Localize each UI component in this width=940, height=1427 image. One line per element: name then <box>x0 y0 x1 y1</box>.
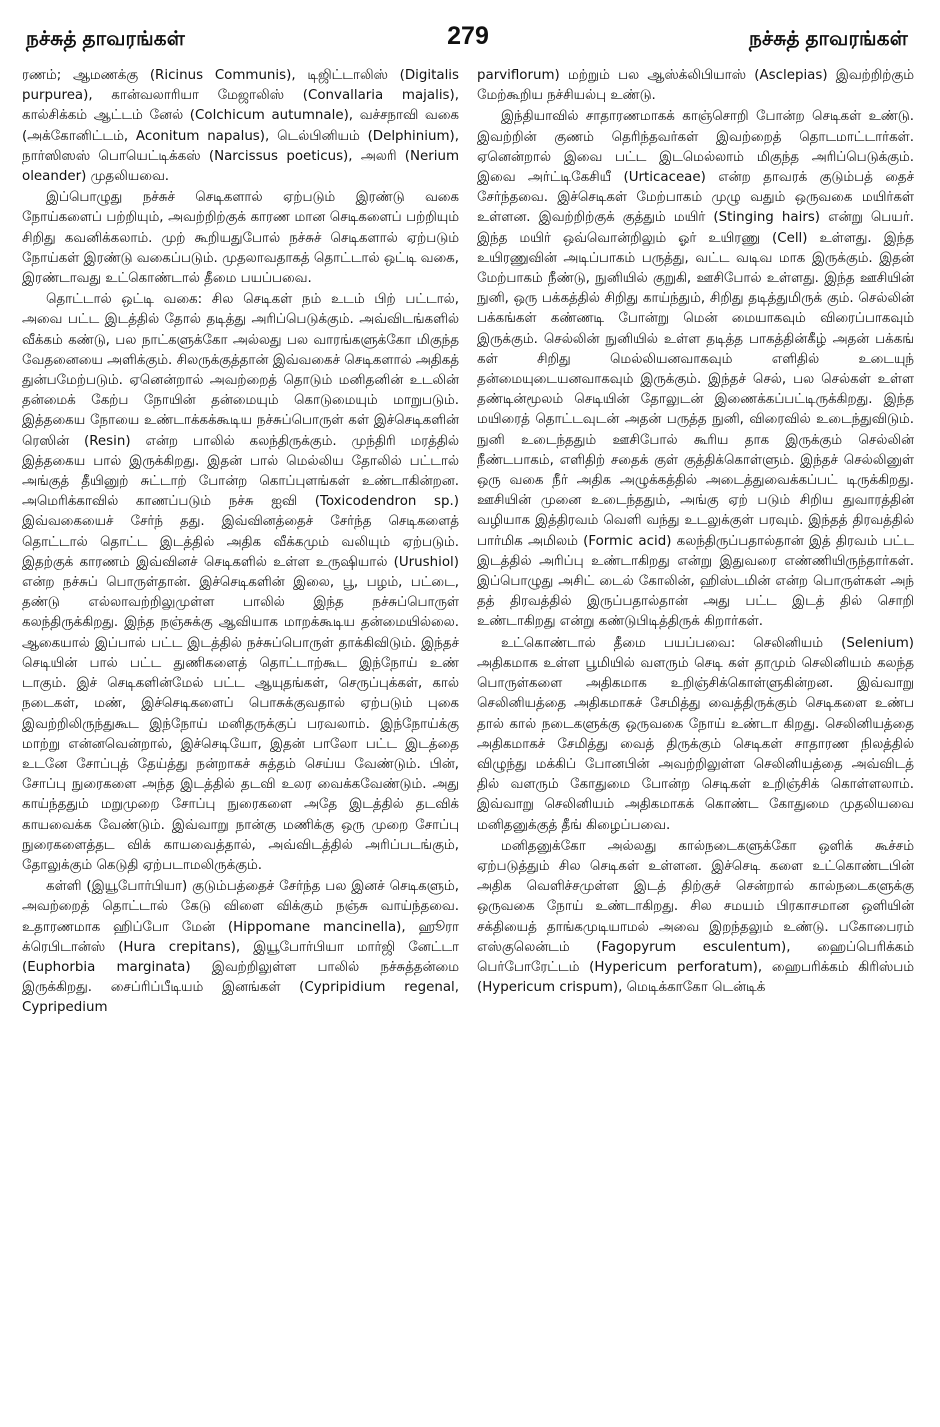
text-columns <box>22 66 914 1405</box>
paragraph: உட்கொண்டால் தீமை பயப்பவை: செலினியம் (Selenium) அதிகமாக உள்ள பூமியில் வளரும் செடி கள் தாமும் செலினியம் கலந்த பொருள்களை அதிகமாக உறிஞ்சிக்கொள்ளுகின்றன. இவ்வாறு செலினியத்தை அதிகமாகச் சேமித்து வைத்திருக்கும் செடிகளை உண்ப தால் கால் நடைகளுக்கு ஒருவகை நோய் உண்டா கிறது. செலினியத்தை அதிகமாகச் சேமித்து வைத் திருக்கும் செடிகள் சாதாரண நிலத்தில் விழுந்து மக்கிப் போனபின் அவற்றிலுள்ள செலினியத்தை அவ்விடத் தில் வளரும் கோதுமை போன்ற செடிகள் உறிஞ்சிக் கொள்ளலாம். இவ்வாறு செலினியம் அதிகமாகக் கொண்ட கோதுமை முதலியவை மனிதனுக்குத் தீங் கிழைப்பவை. <box>477 635 914 833</box>
paragraph: parviflorum) மற்றும் பல ஆஸ்க்லிபியாஸ் (Asclepias) இவற்றிற்கும் மேற்கூறிய நச்சியல்பு உண்டு. <box>477 68 914 104</box>
page-number: 279 <box>447 22 489 50</box>
left-column <box>22 66 459 1405</box>
paragraph: இந்தியாவில் சாதாரணமாகக் காஞ்சொறி போன்ற செடிகள் உண்டு. இவற்றின் குணம் தெரிந்தவர்கள் இவற்றைத் தொடமாட்டார்கள். ஏனென்றால் இவை பட்ட இடமெல்லாம் மிகுந்த அரிப்பெடுக்கும். இவை அர்ட்டிகேசியீ (Urticaceae) என்ற தாவரக் குடும்பத் தைச் சேர்ந்தவை. இச்செடிகள் மேற்பாகம் முழு வதும் ஒருவகை மயிர்கள் உள்ளன. இவற்றிற்குக் குத்தும் மயிர் (Stinging hairs) என்று பெயர். இந்த மயிர் ஒவ்வொன்றிலும் ஓர் உயிரணு (Cell) உள்ளது. இந்த உயிரணுவின் அடிப்பாகம் பருத்து, வட்ட வடிவ மாக இருக்கும். இதன் மேற்பாகம் நீண்டு, நுனியில் குறுகி, ஊசிபோல் உள்ளது. இந்த ஊசியின் நுனி, ஒரு பக்கத்தில் சிறிது காய்ந்தும், சிறிது தடித்துமிருக் கும். செல்லின் பக்கங்கள் கண்ணடி போன்று மென் மையாகவும் விரைப்பாகவும் இருக்கும். செல்லின் நுனியில் உள்ள தடித்த பாகத்தின்கீழ் அதன் பக்கங் கள் சிறிது மெல்லியனவாகவும் எளிதில் உடையுந் தன்மையுடையனவாகவும் இருக்கும். இந்தச் செல், பல செல்கள் உள்ள தண்டின்மூலம் செடியின் தோலுடன் இணைக்கப்பட்டிருக்கிறது. இந்த மயிரைத் தொட்டவுடன் அதன் பருத்த நுனி, விரைவில் உடைந்துவிடும். நுனி உடைந்ததும் ஊசிபோல் கூரிய தாக இருக்கும் செல்லின் நீண்டபாகம், எளிதிற் சதைக் குள் குத்திக்கொள்ளும். இந்தச் செல்லினுள் ஒரு வகை நீர் அதிக அழுக்கத்தில் அடைத்துவைக்கப்பட் டிருக்கிறது. ஊசியின் முனை உடைந்ததும், அங்கு ஏற் படும் சிறிய துவாரத்தின் வழியாக இத்திரவம் வெளி வந்து உடலுக்குள் பரவும். இந்தத் திரவத்தில் பார்மிக அமிலம் (Formic acid) கலந்திருப்பதால்தான் இத் திரவம் பட்ட இடத்தில் அரிப்பு உண்டாகிறது என்று இதுவரை எண்ணியிருந்தார்கள். இப்பொழுது அசிட் டைல் கோலின், ஹிஸ்டமின் என்ற பொருள்கள் அந் தத் திரவத்தில் இருப்பதால்தான் அது பட்ட இடத் தில் சொறி உண்டாகிறது என்று கண்டுபிடித்திருக் கிறார்கள். <box>477 109 914 630</box>
paragraph: இப்பொழுது நச்சுச் செடிகளால் ஏற்படும் இரண்டு வகை நோய்களைப் பற்றியும், அவற்றிற்குக் காரண மான செடிகளைப் பற்றியும் சிறிது கவனிக்கலாம். முற் கூறியதுபோல் நச்சுச் செடிகளால் ஏற்படும் நோய்கள் இரண்டு வகைப்படும். முதலாவதாகத் தொட்டால் ஒட்டி வகை, இரண்டாவது உட்கொண்டால் தீமை பயப்பவை. <box>22 190 459 287</box>
running-title-left: நச்சுத் தாவரங்கள் <box>26 28 186 50</box>
right-column <box>477 66 914 1405</box>
paragraph: மனிதனுக்கோ அல்லது கால்நடைகளுக்கோ ஒளிக் கூச்சம் ஏற்படுத்தும் சில செடிகள் உள்ளன. இச்செடி களை உட்கொண்டபின் அதிக வெளிச்சமுள்ள இடத் திற்குச் சென்றால் கால்நடைகளுக்கு ஒருவகை நோய் உண்டாகிறது. சில சமயம் பிரகாசமான ஒளியின் சக்தியைத் தாங்கமுடியாமல் அவை இறந்தலும் உண்டு. பகோபைரம் எஸ்குலென்டம் (Fagopyrum esculentum), ஹைப்பெரிக்கம் பெர்போரேட்டம் (Hypericum perforatum), ஹைபரிக்கம் கிரிஸ்பம் (Hypericum crispum), மெடிக்காகோ டென்டிக் <box>477 838 914 996</box>
paragraph: ரணம்; ஆமணக்கு (Ricinus Communis), டிஜிட்டாலிஸ் (Digitalis purpurea), கான்வலாரியா மேஜாலிஸ் (Convallaria majalis), கால்சிக்கம் ஆட்டம் னேல் (Colchicum autumnale), வச்சநாவி வகை (அக்கோனிட்டம், Aconitum napalus), டெல்பினியம் (Delphinium), நார்ஸிஸஸ் பொயெட்டிக்கஸ் (Narcissus poeticus), அலரி (Nerium oleander) முதலியவை. <box>22 68 459 185</box>
paragraph: தொட்டால் ஒட்டி வகை: சில செடிகள் நம் உடம் பிற் பட்டால், அவை பட்ட இடத்தில் தோல் தடித்து அரிப்பெடுக்கும். அவ்விடங்களில் வீக்கம் கண்டு, பல நாட்களுக்கோ அல்லது பல வாரங்களுக்கோ மிகுந்த வேதனையை அளிக்கும். சிலருக்குத்தான் இவ்வகைச் செடிகளால் அதிகத் துன்பமேற்படும். ஏனென்றால் அவற்றைத் தொடும் மனிதனின் உடலின் தன்மைக் கேற்ப நோயின் தன்மையும் கொடுமையும் மாறுபடும். இத்தகைய நோயை உண்டாக்கக்கூடிய நச்சுப்பொருள் கள் இச்செடிகளின் ரெஸின் (Resin) என்ற பாலில் கலந்திருக்கும். முந்திரி மரத்தில் இத்தகைய பால் இருக்கிறது. இதன் பால் மெல்லிய தோலில் பட்டால் அங்குத் தீயினுற் சுட்டாற் போன்ற கொப்புளங்கள் உண்டாகின்றன. அமெரிக்காவில் காணப்படும் நச்சு ஐவி (Toxicodendron sp.) இவ்வகையைச் சேர்ந் தது. இவ்வினத்தைச் சேர்ந்த செடிகளைத் தொட்டால் தொட்ட இடத்தில் அதிக வீக்கமும் வலியும் ஏற்படும். இதற்குக் காரணம் இவ்வினச் செடிகளில் உள்ள உருஷியால் (Urushiol) என்ற நச்சுப் பொருள்தான். இச்செடிகளின் இலை, பூ, பழம், பட்டை, தண்டு எல்லாவற்றிலுமுள்ள பாலில் இந்த நச்சுப்பொருள் கலந்திருக்கிறது. இந்த நஞ்சுக்கு ஆவியாக மாறக்கூடிய தன்மையில்லை. ஆகையால் இப்பால் பட்ட இடத்தில் நச்சுப்பொருள் தாக்கிவிடும். இந்தச் செடியின் பால் பட்ட துணிகளைத் தொட்டாற்கூட இந்நோய் உண் டாகும். இச் செடிகளின்மேல் பட்ட ஆயுதங்கள், செருப்புக்கள், கால் நடைகள், மண், இச்செடிகளைப் பொசுக்குவதால் ஏற்படும் புகை இவற்றிலிருந்துகூட இந்நோய் மனிதருக்குப் பரவலாம். இந்நோய்க்கு மாற்று என்னவென்றால், இச்செடியோ, இதன் பாலோ பட்ட இடத்தை உடனே சோப்புத் தேய்த்து நன்றாகச் சுத்தம் செய்ய வேண்டும். பின், சோப்பு நுரைகளை அந்த இடத்தில் தடவி உலர வைக்கவேண்டும். அது காய்ந்ததும் மறுமுறை சோப்பு நுரைகளை அதே இடத்தில் தடவிக் காயவைக்க வேண்டும். இவ்வாறு நான்கு மணிக்கு ஒரு முறை சோப்பு நுரைகளைத்தட விக் காயவைத்தால், அவ்விடத்தில் அரிப்படங்கும், தோலுக்கும் கெடுதி ஏற்படாமலிருக்கும். <box>22 292 459 873</box>
running-title-right: நச்சுத் தாவரங்கள் <box>748 28 908 50</box>
page-header <box>22 22 914 62</box>
paragraph: கள்ளி (இயூபோர்பியா) குடும்பத்தைச் சேர்ந்த பல இனச் செடிகளும், அவற்றைத் தொட்டால் கேடு விளை விக்கும் நஞ்சு வாய்ந்தவை. உதாரணமாக ஹிப்போ மேன் (Hippomane mancinella), ஹூரா க்ரெபிடான்ஸ் (Hura crepitans), இயூபோர்பியா மார்ஜி னேட்டா (Euphorbia marginata) இவற்றிலுள்ள பாலில் நச்சுத்தன்மை இருக்கிறது. சைப்ரிப்பீடியம் இனங்கள் (Cypripidium regenal, Cypripedium <box>22 879 459 1016</box>
